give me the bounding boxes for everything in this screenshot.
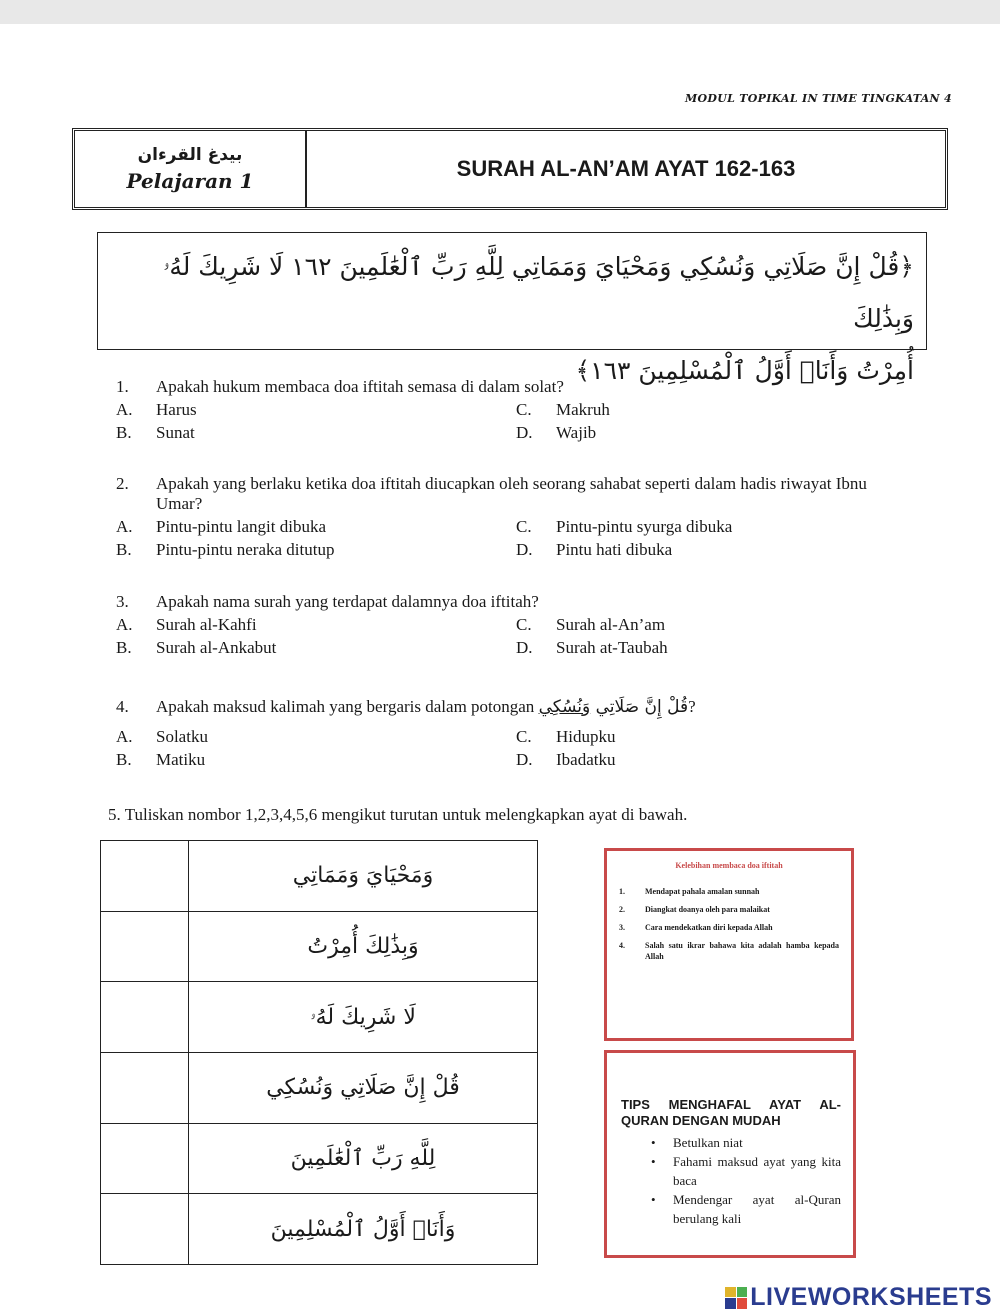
answer-cell[interactable]: [101, 841, 189, 912]
kelebihan-title: Kelebihan membaca doa iftitah: [675, 861, 783, 870]
arabic-phrase: وَمَحْيَايَ وَمَمَاتِي: [189, 841, 538, 912]
arabic-phrase: وَأَنَا۠ أَوَّلُ ٱلْمُسْلِمِينَ: [189, 1194, 538, 1265]
liveworksheets-logo[interactable]: [725, 1283, 992, 1312]
list-item: 1. Mendapat pahala amalan sunnah: [619, 887, 760, 896]
question-text: Apakah yang berlaku ketika doa iftitah diucapkan oleh seorang sahabat seperti dalam hadis riwayat Ibnu Umar?: [156, 474, 867, 513]
table-row: [101, 841, 538, 912]
answer-cell[interactable]: [101, 1194, 189, 1265]
answer-cell[interactable]: [101, 1052, 189, 1123]
list-item: 3. Cara mendekatkan diri kepada Allah: [619, 923, 773, 932]
table-row: [101, 1123, 538, 1194]
logo-text: LIVEWORKSHEETS: [750, 1283, 992, 1311]
question-1: [116, 377, 916, 443]
option-d[interactable]: D. Ibadatku: [516, 750, 616, 769]
arabic-phrase: وَبِذَٰلِكَ أُمِرْتُ: [189, 911, 538, 982]
running-header: MODUL TOPIKAL IN TIME TINGKATAN 4: [685, 92, 952, 105]
question-2: [116, 474, 916, 560]
ayat-line-2: أُمِرْتُ وَأَنَا۠ أَوَّلُ ٱلْمُسْلِمِينَ ١٦٣﴾: [575, 356, 914, 385]
option-a[interactable]: A. Harus: [116, 400, 197, 419]
option-c[interactable]: C. Surah al-An’am: [516, 615, 666, 634]
arabic-phrase: لِلَّهِ رَبِّ ٱلْعَٰلَمِينَ: [189, 1123, 538, 1194]
option-d[interactable]: D. Surah at-Taubah: [516, 638, 668, 657]
answer-cell[interactable]: [101, 1123, 189, 1194]
question-number: 4.: [116, 697, 129, 716]
list-item: • Mendengar ayat al-Quran berulang kali: [651, 1190, 841, 1228]
table-row: [101, 1194, 538, 1265]
option-c[interactable]: C. Hidupku: [516, 727, 616, 746]
option-c[interactable]: C. Makruh: [516, 400, 610, 419]
table-row: [101, 1052, 538, 1123]
answer-cell[interactable]: [101, 911, 189, 982]
option-a[interactable]: A. Solatku: [116, 727, 208, 746]
table-row: [101, 982, 538, 1053]
title-box: [72, 128, 948, 210]
option-d[interactable]: D. Pintu hati dibuka: [516, 540, 673, 559]
question-4: [116, 697, 916, 770]
logo-icon: [725, 1287, 747, 1309]
option-b[interactable]: B. Sunat: [116, 423, 195, 442]
kelebihan-panel: [604, 848, 854, 1041]
answer-cell[interactable]: [101, 982, 189, 1053]
lesson-label: Pelajaran 1: [126, 169, 254, 193]
list-item: • Fahami maksud ayat yang kita baca: [651, 1152, 841, 1190]
question-5: 5. Tuliskan nombor 1,2,3,4,5,6 mengikut turutan untuk melengkapkan ayat di bawah.: [108, 805, 688, 824]
question-number: 2.: [116, 474, 129, 493]
option-b[interactable]: B. Matiku: [116, 750, 206, 769]
question-number: 1.: [116, 377, 129, 396]
table-row: [101, 911, 538, 982]
tips-title: TIPS MENGHAFAL AYAT AL-QURAN DENGAN MUDAH: [621, 1097, 841, 1128]
option-d[interactable]: D. Wajib: [516, 423, 597, 442]
arabic-fragment: قُلْ إِنَّ صَلَاتِي وَنُسُكِي: [538, 697, 689, 717]
question-number: 3.: [116, 592, 129, 611]
arabic-phrase: لَا شَرِيكَ لَهُۥ: [189, 982, 538, 1053]
option-a[interactable]: A. Surah al-Kahfi: [116, 615, 257, 634]
option-a[interactable]: A. Pintu-pintu langit dibuka: [116, 517, 326, 536]
arabic-label: بيدغ القرءان: [137, 145, 243, 165]
question-text: Apakah hukum membaca doa iftitah semasa di dalam solat?: [156, 377, 564, 396]
list-item: 4. Salah satu ikrar bahawa kita adalah hamba kepada Allah: [619, 941, 839, 961]
title-left: [75, 131, 307, 207]
question-text: Apakah nama surah yang terdapat dalamnya doa iftitah?: [156, 592, 539, 611]
list-item: 2. Diangkat doanya oleh para malaikat: [619, 905, 770, 914]
question-text: Apakah maksud kalimah yang bergaris dalam potongan قُلْ إِنَّ صَلَاتِي وَنُسُكِي ?: [156, 697, 696, 717]
ayat-line-1: ﴿قُلْ إِنَّ صَلَاتِي وَنُسُكِي وَمَحْيَايَ وَمَمَاتِي لِلَّهِ رَبِّ ٱلْعَٰلَمِينَ ١٦٢ لَا شَرِيكَ لَهُۥ وَبِذَٰلِكَ: [163, 252, 914, 333]
list-item: • Betulkan niat: [651, 1133, 841, 1152]
question-3: [116, 592, 916, 658]
ordering-table: [100, 840, 538, 1265]
arabic-phrase: قُلْ إِنَّ صَلَاتِي وَنُسُكِي: [189, 1052, 538, 1123]
underlined-word: وَنُسُكِي: [538, 697, 591, 717]
ayat-box: [97, 232, 927, 385]
option-b[interactable]: B. Pintu-pintu neraka ditutup: [116, 540, 335, 559]
option-b[interactable]: B. Surah al-Ankabut: [116, 638, 277, 657]
top-bar: [0, 0, 1000, 24]
page-title: SURAH AL-AN’AM AYAT 162-163: [456, 156, 796, 181]
option-c[interactable]: C. Pintu-pintu syurga dibuka: [516, 517, 733, 536]
tips-panel: [604, 1050, 856, 1258]
